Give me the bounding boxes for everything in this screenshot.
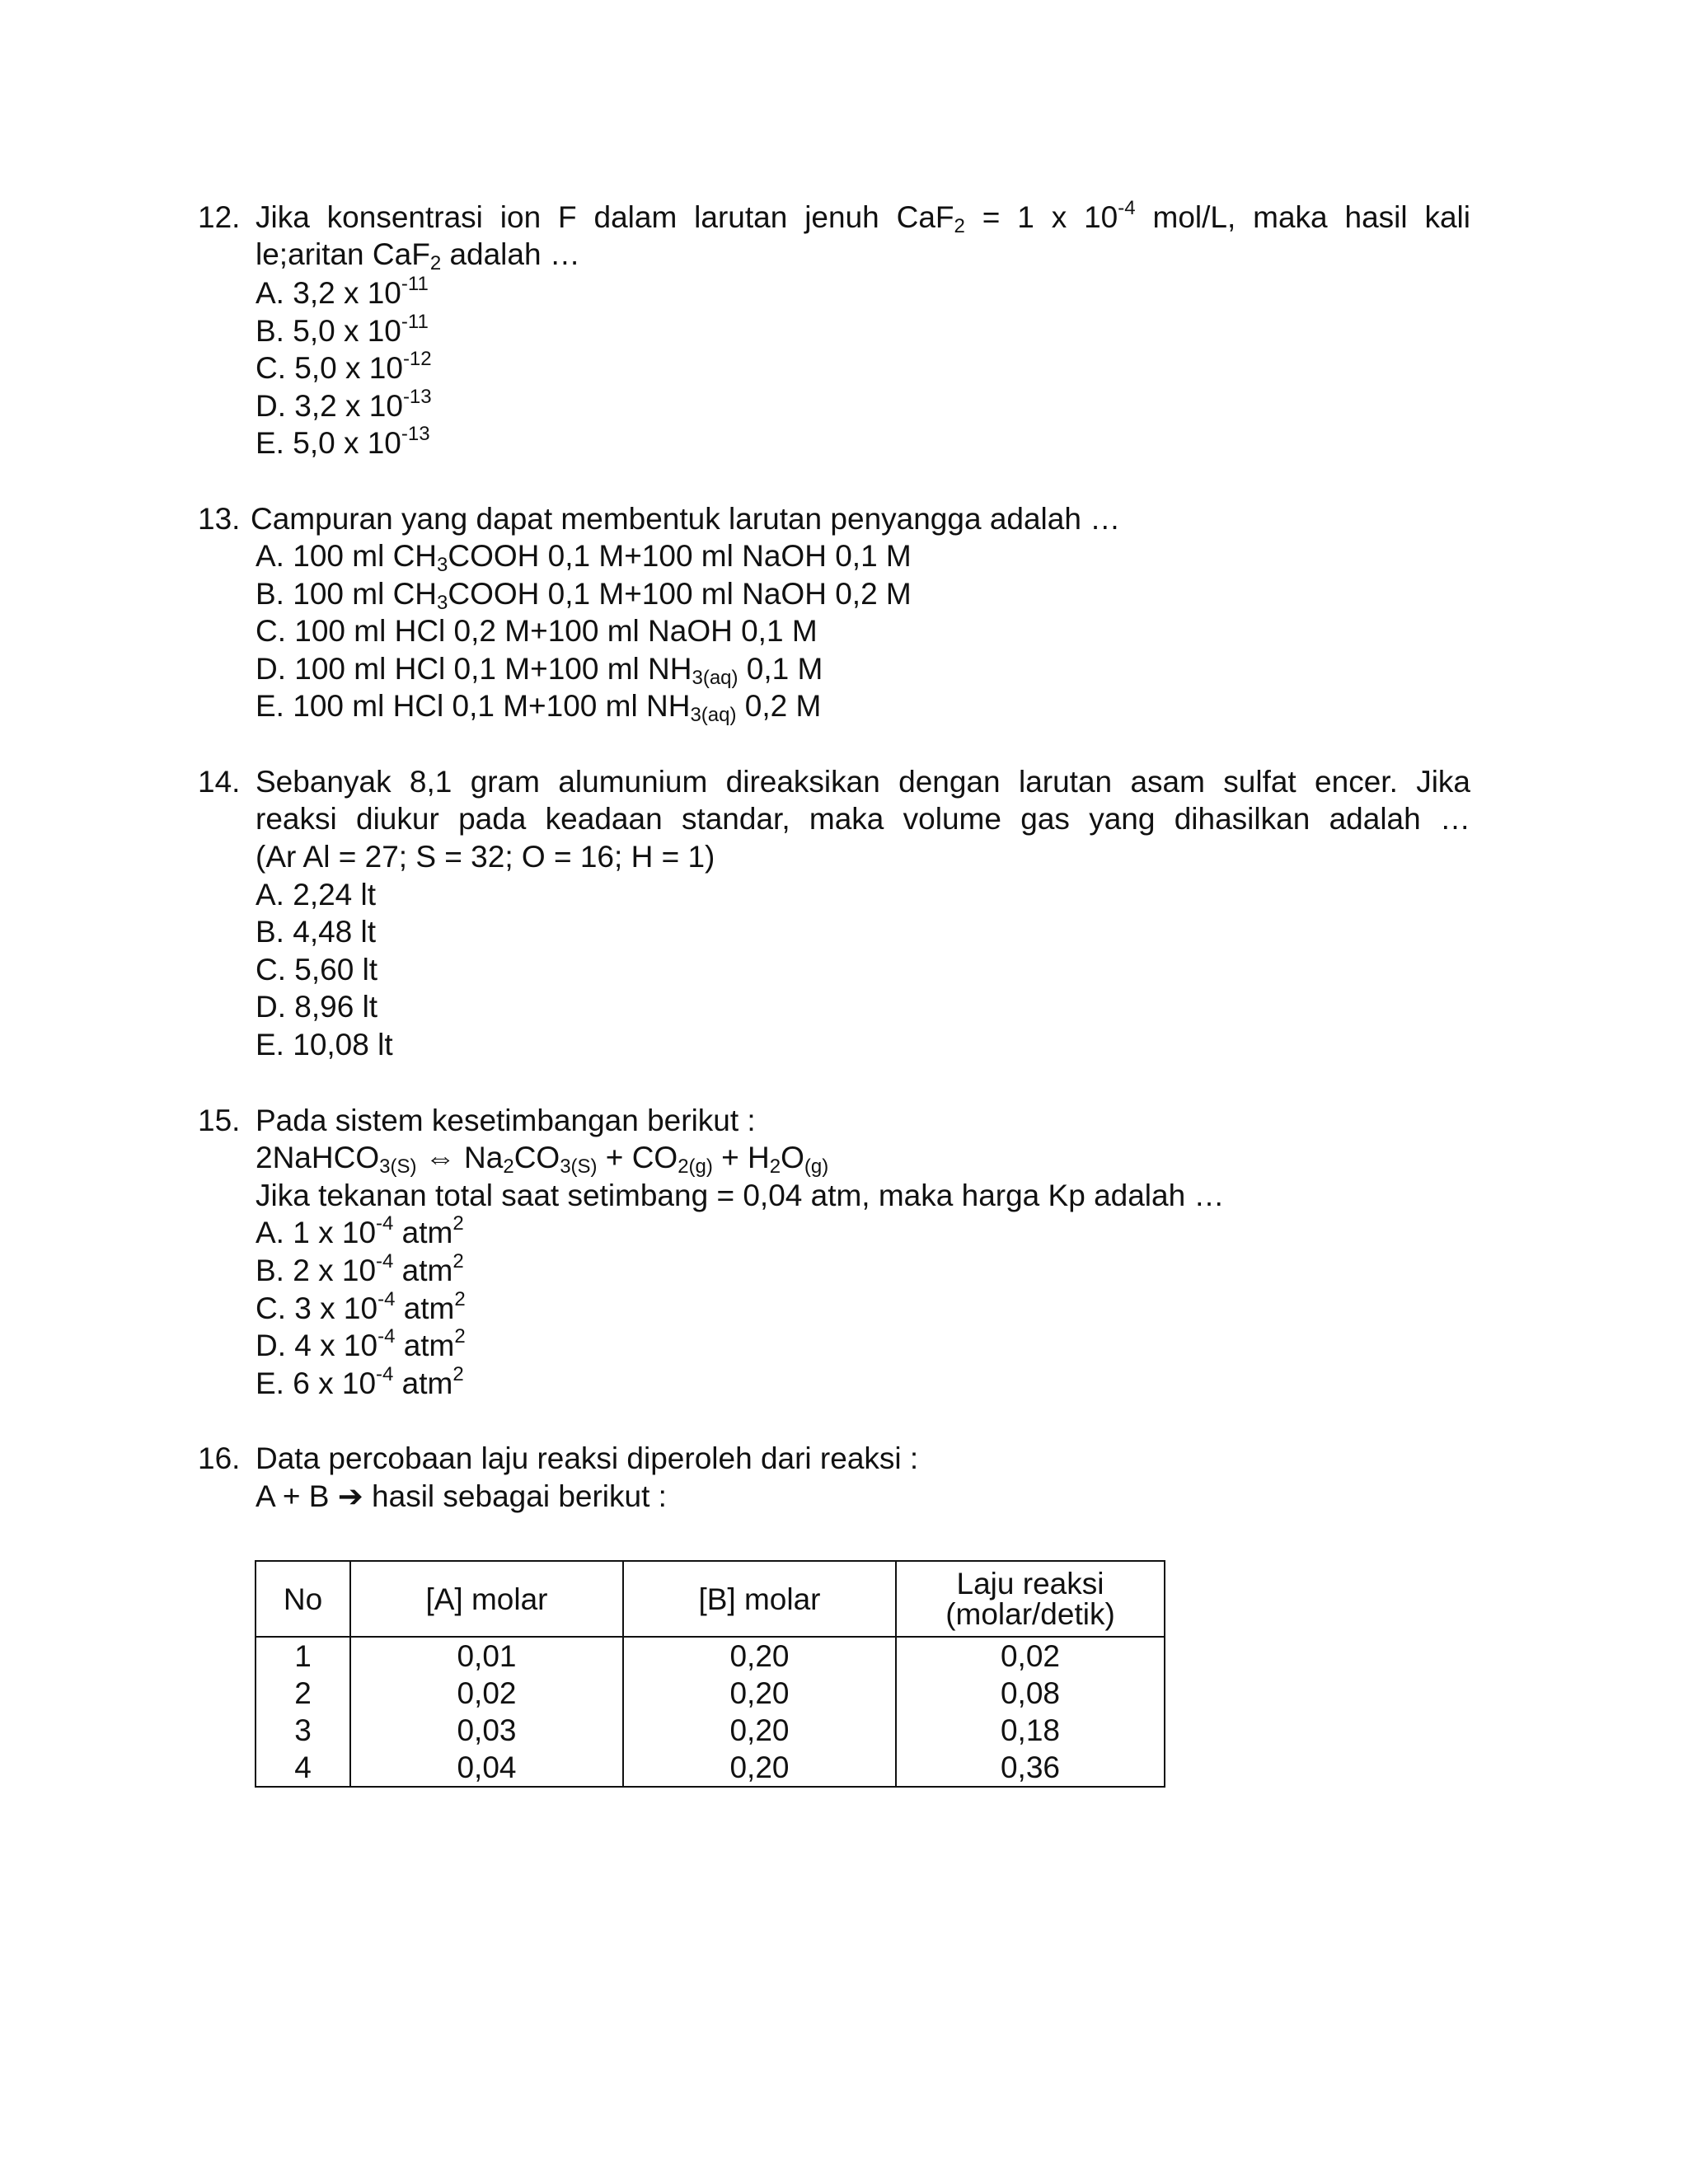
q13-text: Campuran yang dapat membentuk larutan penyangga adalah … xyxy=(251,502,1121,536)
q12-option-c: C. 5,0 x $10^{-12}$ xyxy=(256,348,432,385)
q15-text: Pada sistem kesetimbangan berikut : xyxy=(256,1104,756,1137)
q14-option-e: E. 10,08 lt xyxy=(256,1028,393,1062)
cell-a-molar: 0,02 xyxy=(350,1675,623,1712)
cell-b-molar: 0,20 xyxy=(623,1637,896,1675)
cell-b-molar: 0,20 xyxy=(623,1675,896,1712)
reaction-rate-table xyxy=(255,1560,1165,1788)
cell-a-molar: 0,01 xyxy=(350,1637,623,1675)
q12-option-a: A. 3,2 x $10^{-11}$ xyxy=(256,273,429,310)
table-row xyxy=(256,1675,1165,1712)
cell-b-molar: 0,20 xyxy=(623,1712,896,1749)
q13-option-e: E. 100 ml HCl 0,1 M+100 ml $NH_{3(aq)}$ 0,2 M xyxy=(256,689,822,726)
q14-option-d: D. 8,96 lt xyxy=(256,990,378,1024)
q12-text-line2: le;aritan CaF$_2$ adalah … xyxy=(256,237,580,274)
q13-option-a: A. 100 ml $CH_3COOH$ 0,1 M+100 ml NaOH 0,1 M xyxy=(256,539,912,576)
q13-option-c: C. 100 ml HCl 0,2 M+100 ml NaOH 0,1 M xyxy=(256,614,818,648)
cell-no: 1 xyxy=(256,1637,350,1675)
table-row xyxy=(256,1712,1165,1749)
q15-option-e: E. 6 x $10^{-4}$ atm$^2$ xyxy=(256,1363,464,1400)
q14-text-line3: (Ar Al = 27; S = 32; O = 16; H = 1) xyxy=(256,840,715,874)
cell-a-molar: 0,03 xyxy=(350,1712,623,1749)
q12-number: 12. xyxy=(198,200,241,234)
q13-number: 13. xyxy=(198,502,241,536)
cell-rate: 0,02 xyxy=(896,1637,1165,1675)
header-a-molar: [A] molar xyxy=(350,1561,623,1637)
cell-b-molar: 0,20 xyxy=(623,1749,896,1787)
q15-option-b: B. 2 x $10^{-4}$ atm$^2$ xyxy=(256,1250,464,1287)
q15-option-a: A. 1 x $10^{-4}$ atm$^2$ xyxy=(256,1212,464,1249)
q14-option-c: C. 5,60 lt xyxy=(256,953,378,987)
q15-text-line3: Jika tekanan total saat setimbang = 0,04 atm, maka harga Kp adalah … xyxy=(256,1179,1225,1212)
table-row xyxy=(256,1637,1165,1675)
q15-number: 15. xyxy=(198,1104,241,1137)
cell-no: 3 xyxy=(256,1712,350,1749)
q16-text: Data percobaan laju reaksi diperoleh dari reaksi : xyxy=(256,1441,919,1475)
q16-number: 16. xyxy=(198,1441,241,1475)
header-b-molar: [B] molar xyxy=(623,1561,896,1637)
q13-option-d: D. 100 ml HCl 0,1 M+100 ml $NH_{3(aq)}$ 0,1 M xyxy=(256,652,823,689)
q14-option-a: A. 2,24 lt xyxy=(256,878,377,912)
q14-text-line1: Sebanyak 8,1 gram alumunium direaksikan dengan larutan asam sulfat encer. Jika xyxy=(256,765,1470,799)
q12-option-d: D. 3,2 x $10^{-13}$ xyxy=(256,386,432,423)
table-header-row xyxy=(256,1561,1165,1637)
equilibrium-arrow: ⇔ xyxy=(416,1141,465,1174)
q14-number: 14. xyxy=(198,765,241,799)
cell-no: 2 xyxy=(256,1675,350,1712)
cell-no: 4 xyxy=(256,1749,350,1787)
cell-rate: 0,18 xyxy=(896,1712,1165,1749)
q16-reaction: A + B ➔ hasil sebagai berikut : xyxy=(256,1479,667,1513)
q15-equation: 2NaHCO$_{3(S)}$ ⇔ $Na_2CO_{3(S)} + CO_{2(g)} + H_2O_{(g)}$ xyxy=(256,1141,829,1178)
q14-option-b: B. 4,48 lt xyxy=(256,915,377,949)
cell-rate: 0,08 xyxy=(896,1675,1165,1712)
cell-a-molar: 0,04 xyxy=(350,1749,623,1787)
q12-text: Jika konsentrasi ion F dalam larutan jenuh CaF$_2$ = 1 x $10^{-4}$ mol/L, maka hasil kali xyxy=(256,197,1470,237)
table-row xyxy=(256,1749,1165,1787)
q13-option-b: B. 100 ml $CH_3COOH$ 0,1 M+100 ml NaOH 0,2 M xyxy=(256,577,912,614)
right-arrow-icon: ➔ xyxy=(337,1479,363,1513)
q15-option-d: D. 4 x $10^{-4}$ atm$^2$ xyxy=(256,1325,466,1362)
header-rate: Laju reaksi (molar/detik) xyxy=(896,1561,1165,1637)
q14-text-line2: reaksi diukur pada keadaan standar, maka volume gas yang dihasilkan adalah … xyxy=(256,802,1470,836)
q12-option-e: E. 5,0 x $10^{-13}$ xyxy=(256,423,430,460)
cell-rate: 0,36 xyxy=(896,1749,1165,1787)
q12-option-b: B. 5,0 x $10^{-11}$ xyxy=(256,311,429,348)
header-no: No xyxy=(256,1561,350,1637)
q15-option-c: C. 3 x $10^{-4}$ atm$^2$ xyxy=(256,1288,466,1325)
